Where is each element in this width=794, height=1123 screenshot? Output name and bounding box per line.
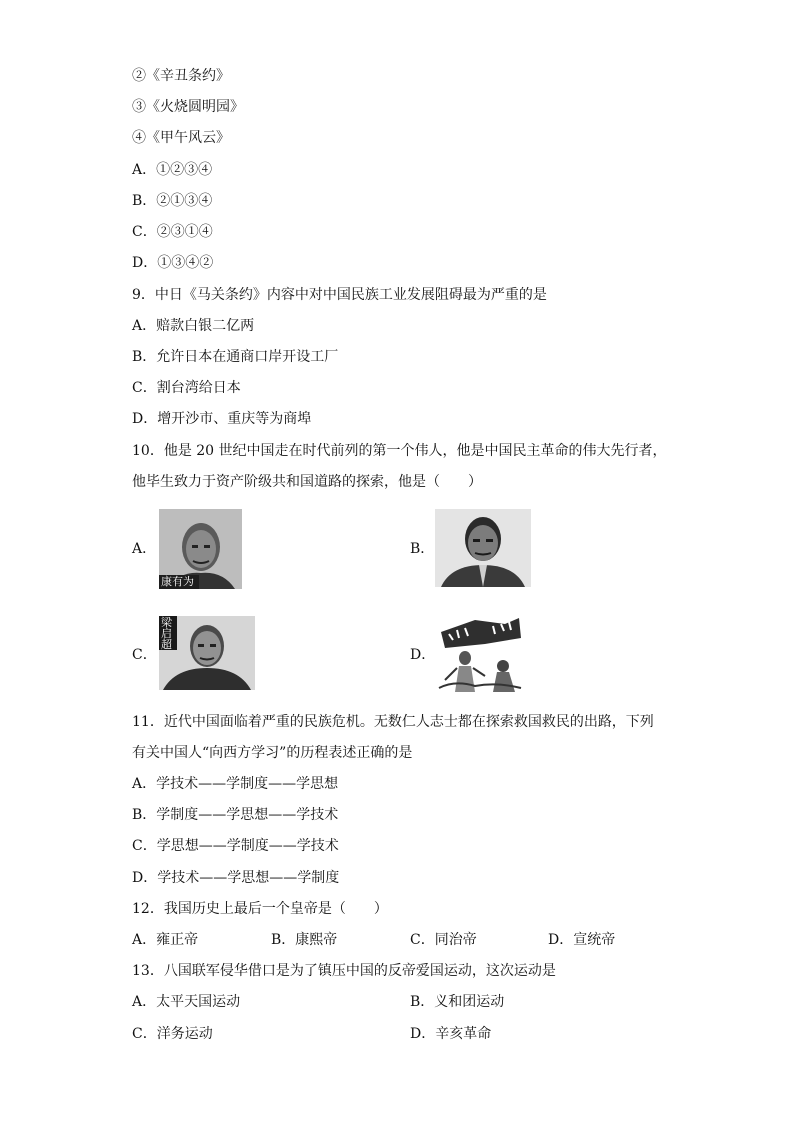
q12-option-a[interactable]: A．雍正帝: [132, 932, 199, 948]
q12-stem: 12．我国历史上最后一个皇帝是（ ）: [132, 901, 388, 917]
q12-option-b[interactable]: B．康熙帝: [271, 932, 338, 948]
q10-option-a-photo[interactable]: [159, 509, 242, 589]
q10-option-d-illustration[interactable]: [435, 614, 523, 692]
q9-option-c[interactable]: C．割台湾给日本: [132, 380, 241, 396]
q10-option-b-photo[interactable]: [435, 509, 531, 587]
q12-option-c[interactable]: C．同治帝: [410, 932, 477, 948]
q11-option-b[interactable]: B．学制度——学思想——学技术: [132, 807, 339, 823]
q13-option-c[interactable]: C．洋务运动: [132, 1026, 213, 1042]
q9-option-a[interactable]: A．赔款白银二亿两: [132, 318, 255, 334]
q11-option-c[interactable]: C．学思想——学制度——学技术: [132, 838, 339, 854]
q8-item-4: ④《甲午风云》: [132, 130, 230, 146]
q13-option-b[interactable]: B．义和团运动: [410, 994, 505, 1010]
q10-option-c-caption: 梁启超: [161, 616, 172, 651]
q8-option-c[interactable]: C．②③①④: [132, 224, 213, 240]
q9-option-b[interactable]: B．允许日本在通商口岸开设工厂: [132, 349, 339, 365]
q10-stem-line2: 他毕生致力于资产阶级共和国道路的探索，他是（ ）: [132, 474, 482, 490]
q11-option-a[interactable]: A．学技术——学制度——学思想: [132, 776, 339, 792]
q8-option-b[interactable]: B．②①③④: [132, 193, 213, 209]
q13-option-a[interactable]: A．太平天国运动: [132, 994, 241, 1010]
q10-option-c-photo[interactable]: [159, 616, 255, 690]
q8-option-a[interactable]: A．①②③④: [132, 162, 213, 178]
q11-stem-line2: 有关中国人“向西方学习”的历程表述正确的是: [132, 745, 413, 761]
q10-option-a-caption: 康有为: [161, 575, 194, 588]
q10-option-a-label[interactable]: A．: [132, 541, 157, 557]
q10-stem-line1: 10．他是 20 世纪中国走在时代前列的第一个伟人，他是中国民主革命的伟大先行者，: [132, 443, 667, 459]
q11-stem-line1: 11．近代中国面临着严重的民族危机。无数仁人志士都在探索救国救民的出路，下列: [132, 714, 654, 730]
q12-option-d[interactable]: D．宣统帝: [548, 932, 616, 948]
q13-option-d[interactable]: D．辛亥革命: [410, 1026, 492, 1042]
q9-option-d[interactable]: D．增开沙市、重庆等为商埠: [132, 411, 312, 427]
q9-stem: 9．中日《马关条约》内容中对中国民族工业发展阻碍最为严重的是: [132, 287, 547, 303]
q8-item-2: ②《辛丑条约》: [132, 68, 230, 84]
q10-option-c-label[interactable]: C．: [132, 647, 157, 663]
q13-stem: 13．八国联军侵华借口是为了镇压中国的反帝爱国运动，这次运动是: [132, 963, 556, 979]
q10-option-b-label[interactable]: B．: [410, 541, 435, 557]
q8-option-d[interactable]: D．①③④②: [132, 255, 214, 271]
q10-option-d-label[interactable]: D．: [410, 647, 436, 663]
q8-item-3: ③《火烧圆明园》: [132, 99, 244, 115]
q11-option-d[interactable]: D．学技术——学思想——学制度: [132, 870, 340, 886]
